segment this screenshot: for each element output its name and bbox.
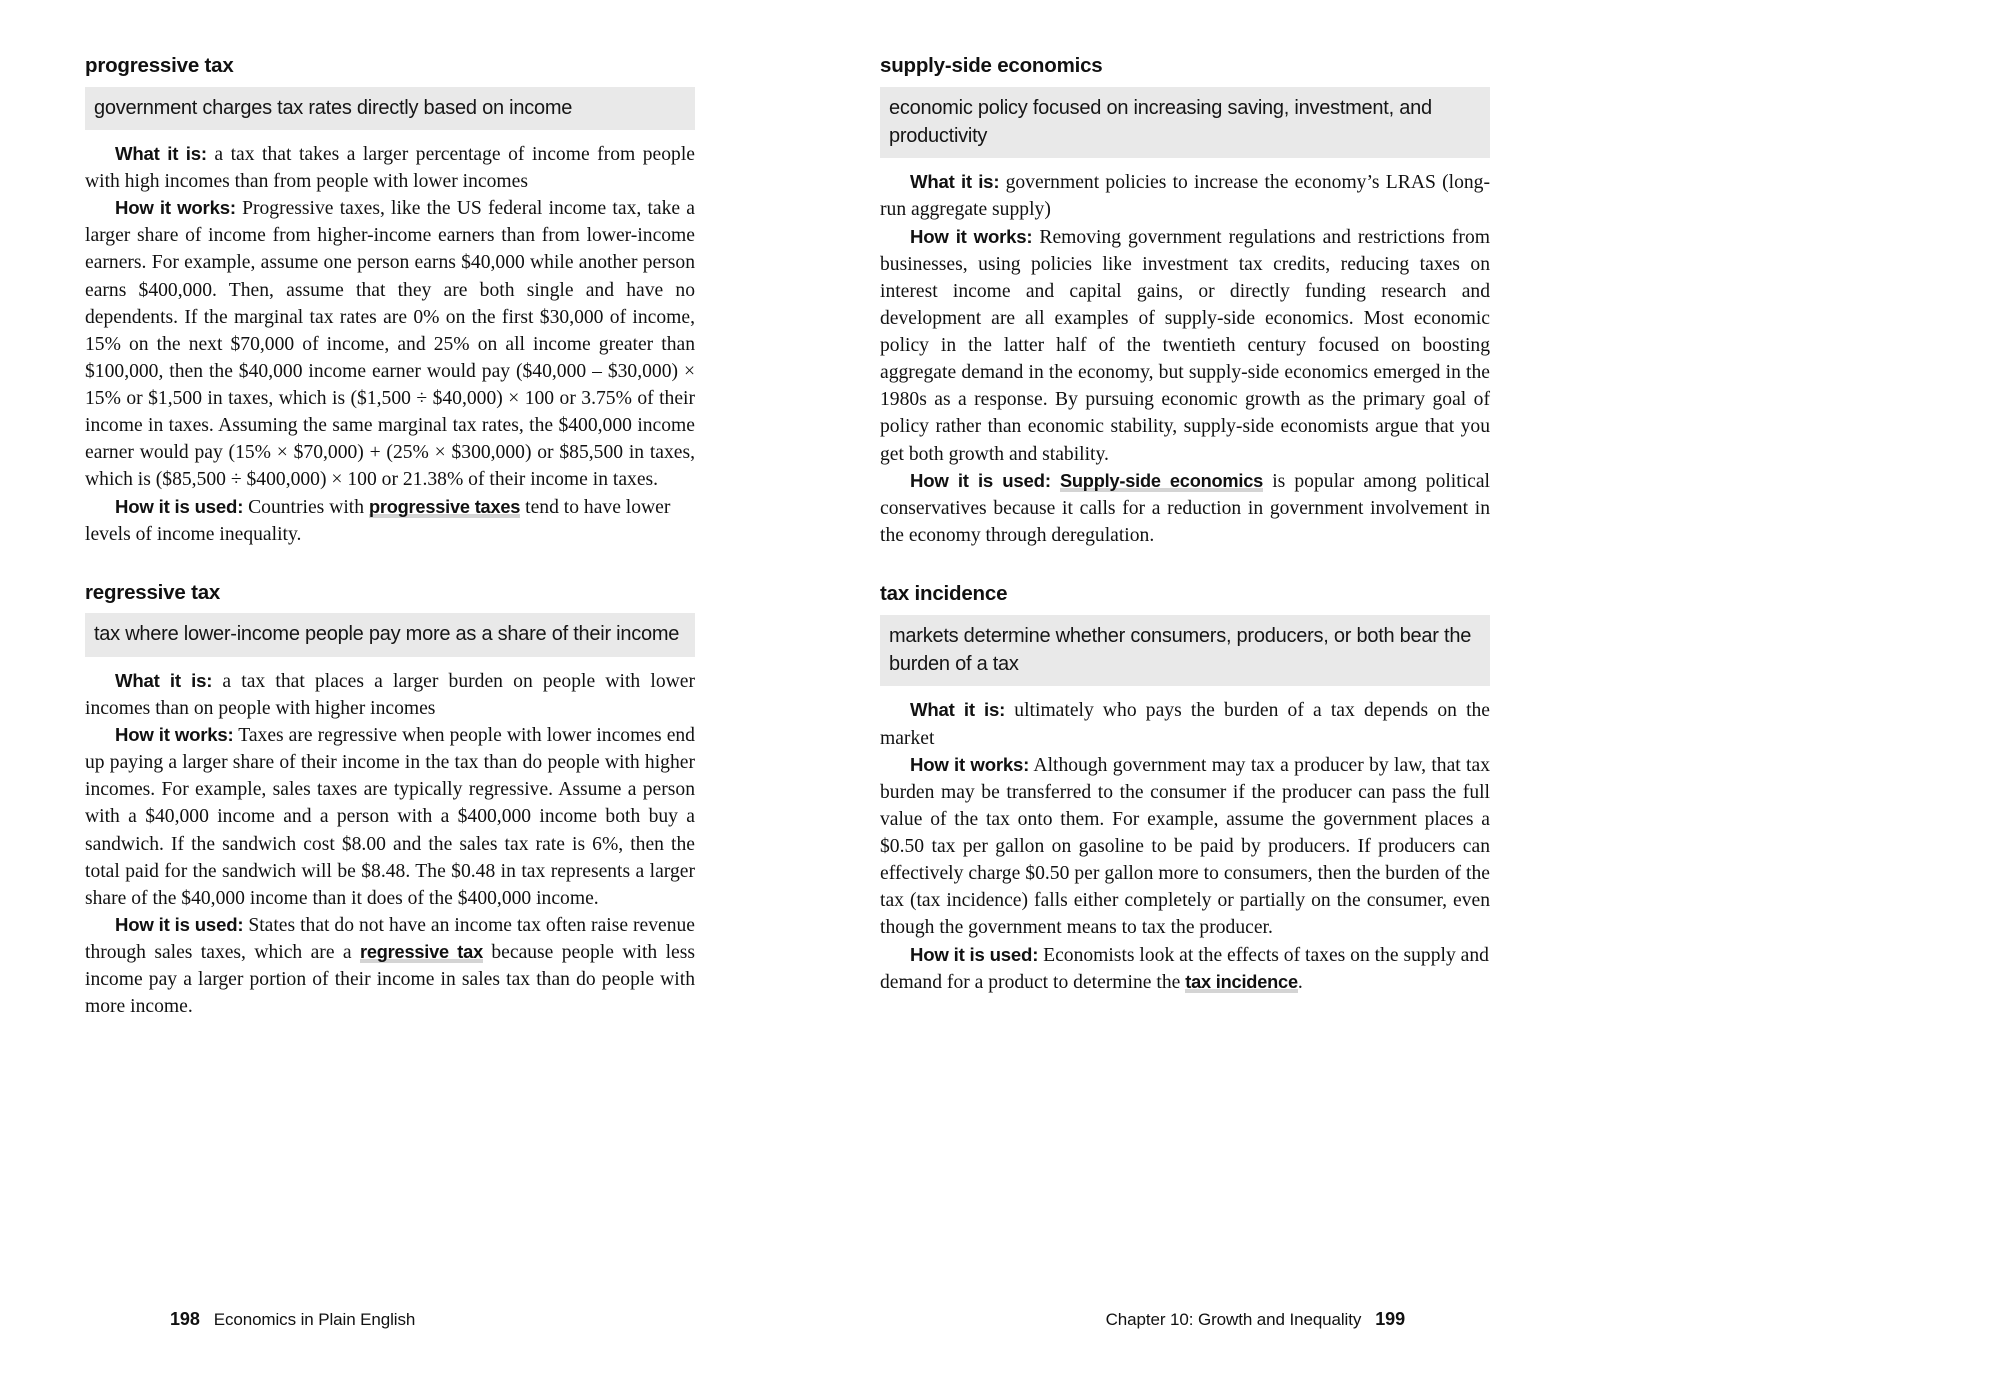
footer-left bbox=[170, 1309, 415, 1330]
key-term: regressive tax bbox=[359, 942, 483, 962]
left-column-body bbox=[85, 55, 695, 1020]
page-number: 198 bbox=[170, 1309, 200, 1329]
footer-right bbox=[1106, 1309, 1405, 1330]
definition-band: economic policy focused on increasing saving, investment, and productivity bbox=[880, 87, 1490, 159]
term-heading: tax incidence bbox=[880, 582, 1008, 606]
paragraph-text: Although government may tax a producer by law, that tax burden may be transferred to the consumer if the producer can pass the full value of the tax onto them. For example, assume the government places a $0.50 tax per gallon on gasoline to be paid by producers. If producers can effectively charge $0.50 per gallon more to consumers, then the burden of the tax (tax incidence) falls either completely or partially on the consumer, even though the government means to tax the producer. bbox=[880, 754, 1490, 939]
paragraph-text: government policies to increase the economy’s LRAS (long-run aggregate supply) bbox=[880, 172, 1490, 221]
paragraph-lead: What it is: bbox=[115, 669, 213, 691]
paragraph-lead: How it works: bbox=[115, 724, 234, 745]
entry-supply-side-economics bbox=[880, 55, 1490, 549]
paragraph-text: Taxes are regressive when people with lower incomes end up paying a larger share of their income in the tax than do people with higher incomes. For example, sales taxes are typically regressive. Assume a person with a $40,000 income and a person with a $400,000 income both buy a sandwich. If the sandwich cost $8.00 and the sales tax rate is 6%, then the total paid for the sandwich will be $8.48. The $0.48 in tax represents a larger share of the $40,000 income than it does of the $400,000 income. bbox=[85, 725, 695, 909]
definition-band: markets determine whether consumers, producers, or both bear the burden of a tax bbox=[880, 615, 1490, 687]
paragraph-lead: What it is: bbox=[910, 699, 1006, 721]
paragraph-how-it-works bbox=[85, 722, 695, 912]
paragraph-text: a tax that takes a larger percentage of income from people with high incomes than from people with lower incomes bbox=[85, 143, 695, 193]
page-number: 199 bbox=[1375, 1309, 1405, 1329]
paragraph-text-before bbox=[1051, 471, 1060, 492]
paragraph-text-before: Countries with bbox=[243, 496, 369, 518]
paragraph-what-it-is bbox=[880, 169, 1490, 223]
paragraph-text-after: tend to have lower levels of income inequality. bbox=[85, 496, 671, 545]
paragraph-how-it-is-used bbox=[880, 468, 1490, 549]
paragraph-lead: How it is used: bbox=[115, 495, 244, 517]
entry-progressive-tax bbox=[85, 55, 695, 548]
paragraph-lead: How it works: bbox=[910, 225, 1033, 247]
paragraph-text: a tax that places a larger burden on people with lower incomes than on people with higher incomes bbox=[85, 670, 695, 719]
paragraph-text-before: States that do not have an income tax often raise revenue through sales taxes, which are a bbox=[85, 914, 696, 963]
key-term: tax incidence bbox=[1185, 971, 1298, 992]
paragraph-lead: How it works: bbox=[910, 753, 1030, 775]
footer-book-title: Economics in Plain English bbox=[213, 1310, 416, 1329]
paragraph-lead: How it is used: bbox=[910, 943, 1039, 965]
paragraph-how-it-is-used bbox=[85, 912, 695, 1021]
paragraph-text-before: Economists look at the effects of taxes on the supply and demand for a product to determine the bbox=[880, 944, 1489, 993]
page-left bbox=[85, 0, 695, 1377]
paragraph-how-it-works bbox=[880, 752, 1490, 942]
paragraph-text: ultimately who pays the burden of a tax depends on the market bbox=[880, 700, 1490, 749]
paragraph-lead: How it works: bbox=[115, 197, 236, 219]
paragraph-how-it-is-used bbox=[880, 942, 1490, 996]
paragraph-how-it-works bbox=[85, 195, 695, 493]
paragraph-what-it-is bbox=[85, 668, 695, 722]
key-term: progressive taxes bbox=[368, 496, 521, 517]
entry-regressive-tax bbox=[85, 582, 695, 1021]
paragraph-lead: How it is used: bbox=[115, 913, 244, 935]
paragraph-how-it-works bbox=[880, 224, 1490, 468]
entry-spacer bbox=[85, 548, 695, 582]
paragraph-text: Removing government regulations and restrictions from businesses, using policies like investment tax credits, reducing taxes on interest income and capital gains, or directly funding research and development are all examples of supply-side economics. Most economic policy in the latter half of the twentieth century focused on boosting aggregate demand in the economy, but supply-side economics emerged in the 1980s as a response. By pursuing economic growth as the primary goal of policy rather than economic stability, supply-side economists argue that you get both growth and stability. bbox=[880, 226, 1490, 465]
term-heading: progressive tax bbox=[85, 54, 234, 77]
entry-tax-incidence bbox=[880, 583, 1490, 996]
term-heading: supply-side economics bbox=[880, 54, 1103, 77]
paragraph-lead: How it is used: bbox=[910, 469, 1051, 491]
paragraph-lead: What it is: bbox=[910, 171, 1000, 193]
paragraph-text-after: . bbox=[1297, 971, 1303, 993]
entry-spacer bbox=[880, 549, 1490, 583]
paragraph-text-after: is popular among political conservatives because it calls for a reduction in government involvement in the economy through deregulation. bbox=[880, 470, 1490, 546]
right-column-body bbox=[880, 55, 1490, 996]
paragraph-what-it-is bbox=[85, 141, 695, 195]
paragraph-lead: What it is: bbox=[115, 142, 207, 164]
paragraph-what-it-is bbox=[880, 697, 1490, 751]
paragraph-text-after: because people with less income pay a larger portion of their income in sales tax than do people with more income. bbox=[85, 942, 695, 1018]
paragraph-text: Progressive taxes, like the US federal income tax, take a larger share of income from higher-income earners than from lower-income earners. For example, assume one person earns $40,000 while another person earns $400,000. Then, assume that they are both single and have no dependents. If the marginal tax rates are 0% on the first $30,000 of income, 15% on the next $70,000 of income, and 25% on all income greater than $100,000, then the $40,000 income earner would pay ($40,000 – $30,000) × 15% or $1,500 in taxes, which is ($1,500 ÷ $40,000) × 100 or 3.75% of their income in taxes. Assuming the same marginal tax rates, the $400,000 income earner would pay (15% × $70,000) + (25% × $300,000) or $85,500 in taxes, which is ($85,500 ÷ $400,000) × 100 or 21.38% of their income in taxes. bbox=[85, 198, 695, 491]
footer-chapter-title: Chapter 10: Growth and Inequality bbox=[1105, 1310, 1362, 1329]
page-right bbox=[880, 0, 1490, 1377]
definition-band: tax where lower-income people pay more as a share of their income bbox=[85, 613, 695, 656]
term-heading: regressive tax bbox=[85, 580, 221, 604]
key-term: Supply-side economics bbox=[1059, 470, 1264, 491]
paragraph-how-it-is-used bbox=[85, 494, 695, 548]
definition-band: government charges tax rates directly based on income bbox=[85, 87, 695, 130]
